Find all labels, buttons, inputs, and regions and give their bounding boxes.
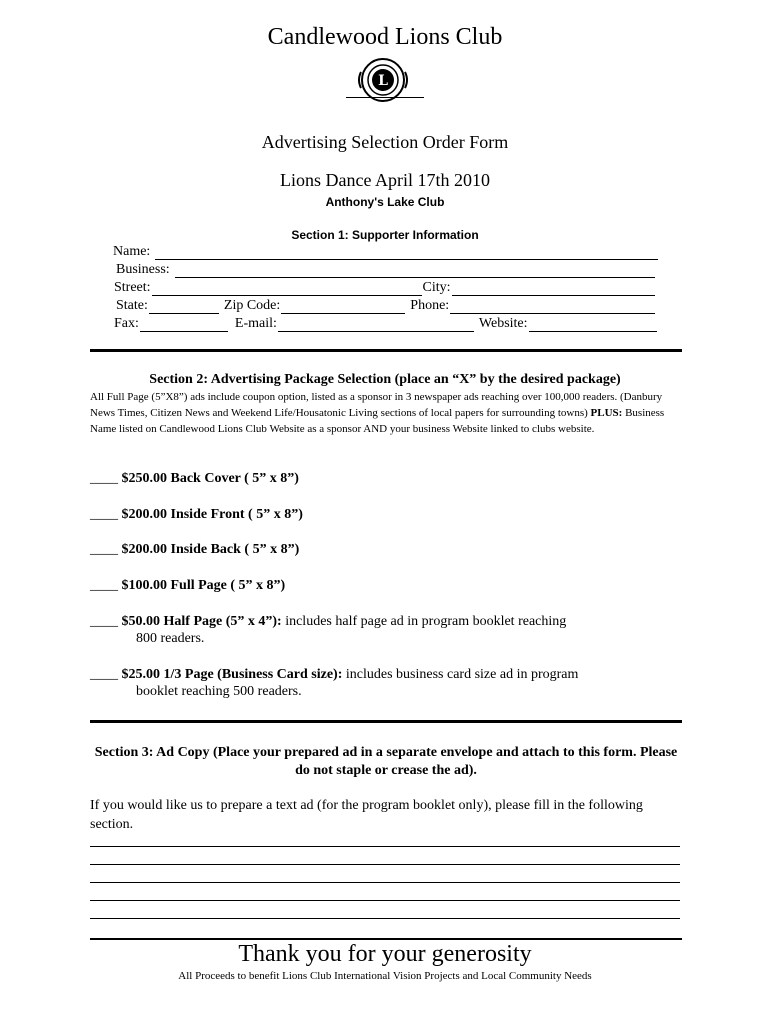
zip-label: Zip Code: [223,298,281,313]
name-row [113,242,659,260]
logo-underline [346,97,424,98]
option-label: $25.00 1/3 Page (Business Card size): [121,667,343,682]
club-title: Candlewood Lions Club [267,24,503,50]
section-3-heading: Section 3: Ad Copy (Place your prepared ad in a separate envelope and attach to this form. Please do not staple or crease the ad). [94,745,678,778]
street-city-row [114,278,656,296]
package-option[interactable] [90,613,680,647]
event-title: Lions Dance April 17th 2010 [280,170,490,190]
phone-field[interactable] [450,300,655,314]
option-checkbox[interactable]: ____ [90,667,118,682]
fax-field[interactable] [140,318,228,332]
email-label: E-mail: [234,316,277,331]
proceeds-note: All Proceeds to benefit Lions Club International Vision Projects and Local Community Needs [178,970,592,982]
state-label: State: [116,298,148,313]
business-field[interactable] [175,264,655,278]
option-label: $50.00 Half Page (5” x 4”): [121,614,282,629]
section-divider [90,720,682,723]
ad-copy-line[interactable] [90,900,680,901]
package-description [90,389,670,437]
svg-text:L: L [378,73,388,89]
option-checkbox[interactable]: ____ [90,578,118,593]
form-title: Advertising Selection Order Form [261,132,509,152]
thank-you-message: Thank you for your generosity [238,941,532,967]
option-label: $250.00 Back Cover ( 5” x 8”) [121,471,299,486]
option-checkbox[interactable]: ____ [90,614,118,629]
fax-label: Fax: [114,316,139,331]
state-zip-phone-row [116,296,656,314]
option-detail-continued: booklet reaching 500 readers. [136,684,302,699]
option-checkbox[interactable]: ____ [90,542,118,557]
package-option[interactable] [90,541,680,558]
option-label: $100.00 Full Page ( 5” x 8”) [121,578,286,593]
description-plus: PLUS: [590,407,623,419]
name-field[interactable] [155,246,658,260]
description-end: Business Name listed on Candlewood Lions Club Website as a sponsor AND your business Website linked to clubs website. [90,407,665,435]
package-option[interactable] [90,470,680,487]
option-detail: includes business card size ad in program [342,667,579,682]
ad-copy-line[interactable] [90,918,680,919]
option-label: $200.00 Inside Back ( 5” x 8”) [121,542,300,557]
ad-copy-line[interactable] [90,882,680,883]
option-checkbox[interactable]: ____ [90,471,118,486]
section-1-heading: Section 1: Supporter Information [291,228,479,242]
business-label: Business: [116,262,170,277]
package-option[interactable] [90,577,680,594]
city-field[interactable] [452,282,655,296]
ad-copy-line[interactable] [90,864,680,865]
street-label: Street: [114,280,151,295]
state-field[interactable] [149,300,219,314]
email-field[interactable] [278,318,474,332]
phone-label: Phone: [410,298,450,313]
option-detail-continued: 800 readers. [136,631,205,646]
business-row [116,260,656,278]
package-option[interactable] [90,506,680,523]
venue-name: Anthony's Lake Club [325,195,445,209]
section-2-heading: Section 2: Advertising Package Selection (place an “X” by the desired package) [149,372,621,387]
package-option[interactable] [90,666,680,700]
city-label: City: [422,280,451,295]
option-detail: includes half page ad in program booklet reaching [281,614,567,629]
name-label: Name: [113,244,151,259]
section-divider [90,349,682,352]
footer-divider [90,938,682,940]
ad-copy-line[interactable] [90,846,680,847]
website-field[interactable] [529,318,657,332]
option-label: $200.00 Inside Front ( 5” x 8”) [121,507,303,522]
description-main: All Full Page (5”X8”) ads include coupon option, listed as a sponsor in 3 newspaper ads reaching over 100,000 readers. (Danbury News Times, Citizen News and Weekend Life/Housatonic Living sections of local papers for surrounding towns) [90,391,663,419]
street-field[interactable] [152,282,422,296]
website-label: Website: [478,316,528,331]
option-checkbox[interactable]: ____ [90,507,118,522]
zip-field[interactable] [281,300,405,314]
fax-email-website-row [114,314,658,332]
ad-copy-instructions: If you would like us to prepare a text ad (for the program booklet only), please fill in the following section. [90,798,643,832]
